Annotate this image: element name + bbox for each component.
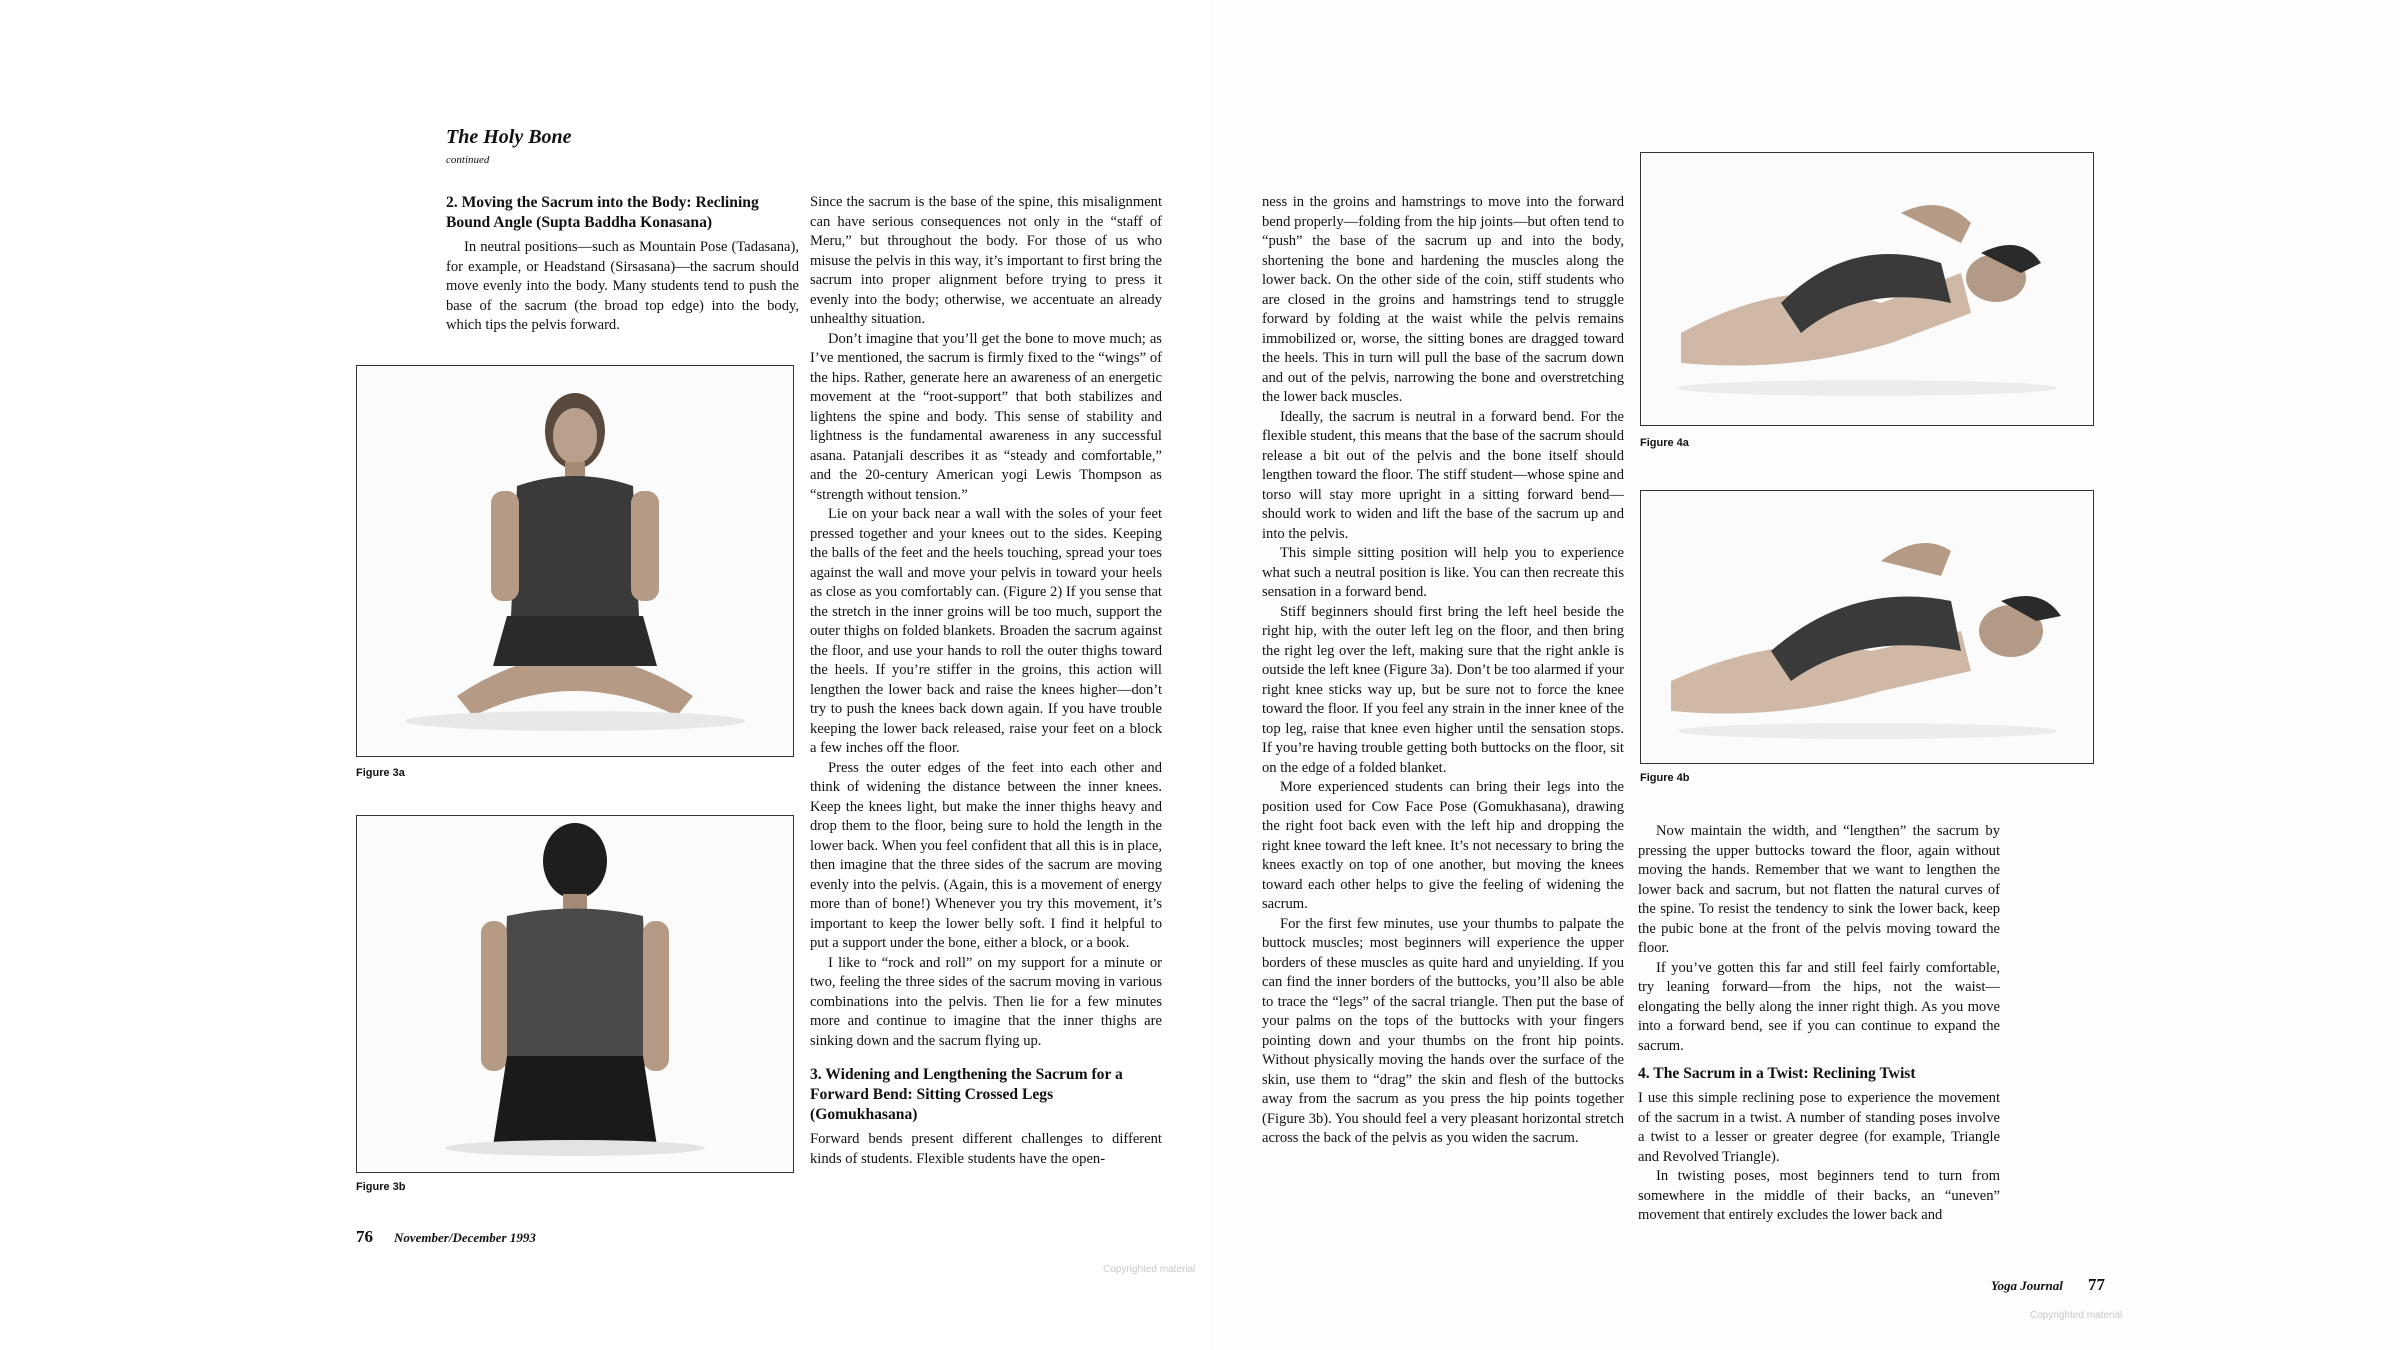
- section-heading-3: 3. Widening and Lengthening the Sacrum for a Forward Bend: Sitting Crossed Legs (Gomukhasana): [810, 1066, 1123, 1123]
- page-number-left: 76: [356, 1227, 373, 1246]
- paragraph: If you’ve gotten this far and still feel fairly comfortable, try leaning forward—from the hips, not the waist—elongating the belly along the inner right thigh. As you move into a forward bend, see if you can continue to expand the sacrum.: [1638, 959, 2000, 1054]
- figure-3b-photo: [356, 815, 794, 1173]
- watermark-right: Copyrighted material: [2030, 1310, 2123, 1321]
- issue-date: November/December 1993: [394, 1230, 536, 1245]
- paragraph: I use this simple reclining pose to experience the movement of the sacrum in a twist. A number of standing poses involve a twist to a lesser or greater degree (for example, Triangle and Revolved Triangle).: [1638, 1090, 2000, 1165]
- paragraph: In neutral positions—such as Mountain Pose (Tadasana), for example, or Headstand (Sirsasana)—the sacrum should move evenly into the body. Many students tend to push the base of the sacrum (the broad top edge) into the body, which tips the pelvis forward.: [446, 239, 799, 333]
- section-heading-2: 2. Moving the Sacrum into the Body: Reclining Bound Angle (Supta Baddha Konasana): [446, 194, 759, 231]
- page-number-right: 77: [2088, 1275, 2105, 1294]
- watermark-left: Copyrighted material: [1103, 1264, 1196, 1275]
- figure-4a-photo: [1640, 152, 2094, 426]
- right-column-2: [1638, 822, 2000, 1226]
- paragraph: Stiff beginners should first bring the left heel beside the right hip, with the outer left leg on the floor, and then bring the right leg over the left, making sure that the right ankle is outside the left knee (Figure 3a). Don’t be too alarmed if your right knee sticks way up, but be sure not to force the knee toward the floor. If you feel any strain in the inner knee of the top leg, raise that knee even higher until the sensation stops. If you’re having trouble getting both buttocks on the floor, sit on the edge of a folded blanket.: [1262, 603, 1624, 776]
- left-column-1: [446, 193, 799, 336]
- paragraph: This simple sitting position will help you to experience what such a neutral position is like. You can then recreate this sensation in a forward bend.: [1262, 545, 1624, 600]
- paragraph: Lie on your back near a wall with the soles of your feet pressed together and your knees out to the sides. Keeping the balls of the feet and the heels touching, spread your toes against the wall and move your pelvis in toward your heels as close as you comfortably can. (Figure 2) If you sense that the stretch in the inner groins will be too much, support the outer thighs on folded blankets. Broaden the sacrum against the floor, and use your hands to roll the outer thighs toward the heels. If you’re stiffer in the groins, this action will lengthen the lower back and raise the knees higher—don’t try to push the knees back down again. If you have trouble keeping the lower back released, raise your feet on a block a few inches off the floor.: [810, 506, 1162, 756]
- paragraph: Forward bends present different challenges to different kinds of students. Flexible students have the open-: [810, 1131, 1162, 1167]
- reclining-twist-image-b: [1641, 491, 2093, 763]
- figure-3a-caption: Figure 3a: [356, 767, 405, 779]
- article-subtitle: continued: [446, 154, 490, 166]
- seated-man-front-image: [357, 366, 793, 756]
- paragraph: For the first few minutes, use your thumbs to palpate the buttock muscles; most beginners will experience the upper borders of these muscles as quite hard and unyielding. If you can find the inner borders of the buttocks, you’ll also be able to trace the “legs” of the sacral triangle. Then put the base of your palms on the tops of the buttocks with your fingers pointing down and your thumbs on the front hip points. Without physically moving the hands over the surface of the skin, use them to “drag” the skin and flesh of the buttocks away from the sacrum as you press the hip points together (Figure 3b). You should feel a very pleasant horizontal stretch across the back of the pelvis as you widen the sacrum.: [1262, 915, 1624, 1146]
- figure-4a-caption: Figure 4a: [1640, 437, 1689, 449]
- right-page: [1210, 0, 2400, 1350]
- figure-4b-photo: [1640, 490, 2094, 764]
- paragraph: Press the outer edges of the feet into each other and think of widening the distance between the inner knees. Keep the knees light, but make the inner thighs heavy and drop them to the floor, being sure to hold the length in the lower back. When you feel confident that all this is in place, then imagine that the three sides of the sacrum are moving evenly into the pelvis. (Again, this is a movement of energy more than of bone!) Whenever you try this movement, it’s important to keep the lower belly soft. I find it helpful to put a support under the bone, either a block, or a book.: [810, 759, 1162, 951]
- figure-4b-caption: Figure 4b: [1640, 772, 1690, 784]
- paragraph: Ideally, the sacrum is neutral in a forward bend. For the flexible student, this means that the base of the sacrum should release a bit out of the pelvis and the bone itself should lengthen toward the floor. The stiff student—whose spine and torso will stay more upright in a sitting forward bend—should work to widen and lift the base of the sacrum up and into the pelvis.: [1262, 408, 1624, 542]
- journal-name: Yoga Journal: [1991, 1278, 2063, 1293]
- paragraph: ness in the groins and hamstrings to move into the forward bend properly—folding from the hip joints—but often tend to “push” the base of the sacrum up and into the body, shortening the bone and hardening the muscles along the lower back. On the other side of the coin, stiff students who are closed in the groins and hamstrings tend to struggle forward by folding at the waist while the pelvis remains immobilized or, worse, the sitting bones are dragged toward the heels. This in turn will pull the base of the sacrum down and out of the pelvis, narrowing the bone and overstretching the lower back muscles.: [1262, 194, 1624, 405]
- section-heading-4: 4. The Sacrum in a Twist: Reclining Twist: [1638, 1065, 1916, 1082]
- article-title: The Holy Bone: [446, 126, 572, 148]
- paragraph: More experienced students can bring their legs into the position used for Cow Face Pose (Gomukhasana), drawing the right foot back even with the left hip and dropping the right knee toward the left knee. It’s not necessary to bring the knees exactly on top of one another, but moving the knees toward each other helps to give the feeling of widening the sacrum.: [1262, 779, 1624, 912]
- reclining-twist-image-a: [1641, 153, 2093, 425]
- left-column-2: [810, 193, 1162, 1169]
- figure-3b-caption: Figure 3b: [356, 1181, 406, 1193]
- paragraph: Since the sacrum is the base of the spine, this misalignment can have serious consequences not only in the “staff of Meru,” but throughout the body. For those of us who misuse the pelvis in this way, it’s important to first bring the sacrum into proper alignment before trying to press it evenly into the body; otherwise, we accentuate an already unhealthy situation.: [810, 194, 1162, 327]
- paragraph: I like to “rock and roll” on my support for a minute or two, feeling the three sides of the sacrum moving in various combinations into the pelvis. Then lie for a few minutes more and continue to imagine that the inner thighs are sinking down and the sacrum flying up.: [810, 954, 1162, 1049]
- seated-man-back-image: [357, 816, 793, 1172]
- paragraph: Now maintain the width, and “lengthen” the sacrum by pressing the upper buttocks toward the floor, again without moving the hands. Remember that we want to lengthen the lower back and sacrum, but not flatten the natural curves of the spine. To resist the tendency to sink the lower back, keep the pubic bone at the front of the pelvis moving toward the floor.: [1638, 823, 2000, 956]
- right-column-1: [1262, 193, 1624, 1149]
- paragraph: In twisting poses, most beginners tend to turn from somewhere in the middle of their backs, an “uneven” movement that entirely excludes the lower back and: [1638, 1168, 2000, 1223]
- paragraph: Don’t imagine that you’ll get the bone to move much; as I’ve mentioned, the sacrum is firmly fixed to the “wings” of the hips. Rather, generate here an awareness of an energetic movement at the “root-support” that both stabilizes and lightens the spine and body. This sense of stability and lightness is the fundamental awareness in any successful asana. Patanjali describes it as “steady and comfortable,” and the 20-century American yogi Lewis Thompson as “strength without tension.”: [810, 330, 1162, 503]
- figure-3a-photo: [356, 365, 794, 757]
